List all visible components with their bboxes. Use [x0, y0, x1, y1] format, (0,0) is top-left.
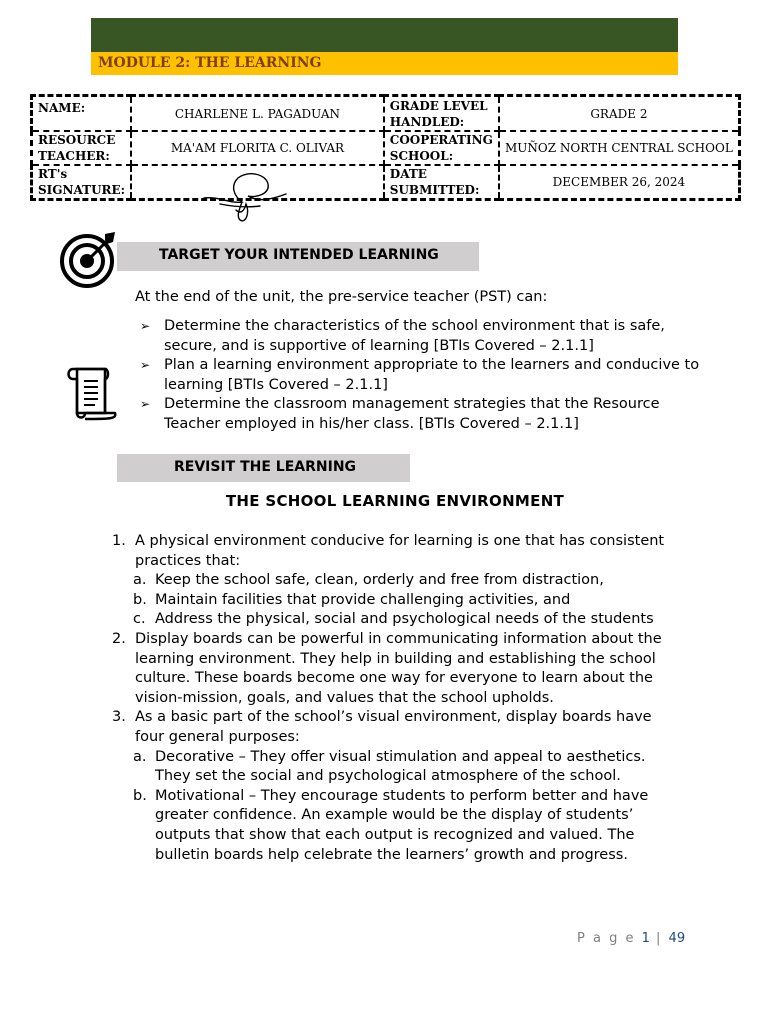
sub-list-item: a. Keep the school safe, clean, orderly and free from distraction, [133, 572, 604, 589]
page-separator: | [656, 931, 663, 946]
list-item: ➢ Determine the characteristics of the school environment that is safe, secure, and is supportive of learning [BTIs Covered – 2.1.1] [140, 318, 665, 354]
sub-list-item: b. Motivational – They encourage students to perform better and have greater confidence. An example would be the display of students’ outputs that show that each output is recognized and valued. The bulletin boards help celebrate the learners’ growth and progress. [133, 787, 649, 863]
sub-list-item: a. Decorative – They offer visual stimulation and appeal to aesthetics. They set the social and psychological atmosphere of the school. [133, 748, 646, 785]
resource-teacher-label: RESOURCE TEACHER: [32, 131, 132, 165]
sub-list [110, 571, 680, 630]
target-heading: TARGET YOUR INTENDED LEARNING [159, 247, 439, 263]
info-table [30, 94, 741, 201]
objectives-list [140, 317, 700, 434]
module-title: MODULE 2: THE LEARNING [98, 55, 322, 71]
name-value: CHARLENE L. PAGADUAN [131, 96, 384, 132]
section-title: THE SCHOOL LEARNING ENVIRONMENT [225, 492, 565, 510]
arrow-bullet-icon: ➢ [140, 358, 151, 372]
table-row [32, 165, 740, 200]
revisit-heading-box [117, 454, 410, 482]
header-green-band [91, 18, 678, 52]
target-heading-box [117, 242, 479, 271]
list-item: ➢ Plan a learning environment appropriate to the learners and conducive to learning [BTIs Covered – 2.1.1] [140, 357, 700, 393]
list-item: 2. Display boards can be powerful in communicating information about the learning environment. They help in building and establishing the school culture. These boards become one way for everyone to learn about the vision-mission, goals, and values that the school upholds. [112, 630, 662, 706]
total-pages: 49 [668, 931, 686, 946]
resource-teacher-value: MA'AM FLORITA C. OLIVAR [131, 131, 384, 165]
table-row [32, 131, 740, 165]
sub-list-item: b. Maintain facilities that provide challenging activities, and [133, 591, 571, 608]
list-item: 3. As a basic part of the school’s visual environment, display boards have four general purposes: a. Decorative – They offer visual stimulation and appeal to aesthetics. They set the social and psychological atmosphere of the school. b. Motivational – They encourage students to perform better and have greater confidence. An example would be the display of students’ outputs that show that each output is recognized and valued. The bulletin boards help celebrate the learners’ growth and progress. [110, 708, 680, 865]
arrow-bullet-icon: ➢ [140, 397, 151, 411]
current-page: 1 [641, 931, 650, 946]
list-item: ➢ Determine the classroom management strategies that the Resource Teacher employed in his/her class. [BTIs Covered – 2.1.1] [140, 396, 660, 432]
sub-list-item: c. Address the physical, social and psychological needs of the students [133, 611, 654, 628]
school-label: COOPERATING SCHOOL: [384, 131, 499, 165]
signature-label: RT's SIGNATURE: [32, 165, 132, 200]
table-row [32, 96, 740, 132]
date-value: DECEMBER 26, 2024 [499, 165, 740, 200]
date-label: DATE SUBMITTED: [384, 165, 499, 200]
grade-label: GRADE LEVEL HANDLED: [384, 96, 499, 132]
intro-text: At the end of the unit, the pre-service teacher (PST) can: [135, 289, 548, 305]
school-value: MUÑOZ NORTH CENTRAL SCHOOL [499, 131, 740, 165]
scroll-icon [65, 363, 119, 421]
name-label: NAME: [32, 96, 132, 132]
arrow-bullet-icon: ➢ [140, 319, 151, 333]
sub-list [110, 748, 680, 866]
page-label: P a g e [577, 931, 636, 946]
revisit-heading: REVISIT THE LEARNING [174, 459, 357, 475]
content-list [110, 532, 680, 865]
page-number [577, 931, 685, 946]
grade-value: GRADE 2 [499, 96, 740, 132]
signature-image [200, 168, 290, 224]
list-item: 1. A physical environment conducive for learning is one that has consistent practices that: a. Keep the school safe, clean, orderly and free from distraction, b. Maintain facilities that provide challenging activities, and c. Address the physical, social and psychological needs of the students [110, 532, 680, 630]
target-icon [59, 230, 119, 290]
